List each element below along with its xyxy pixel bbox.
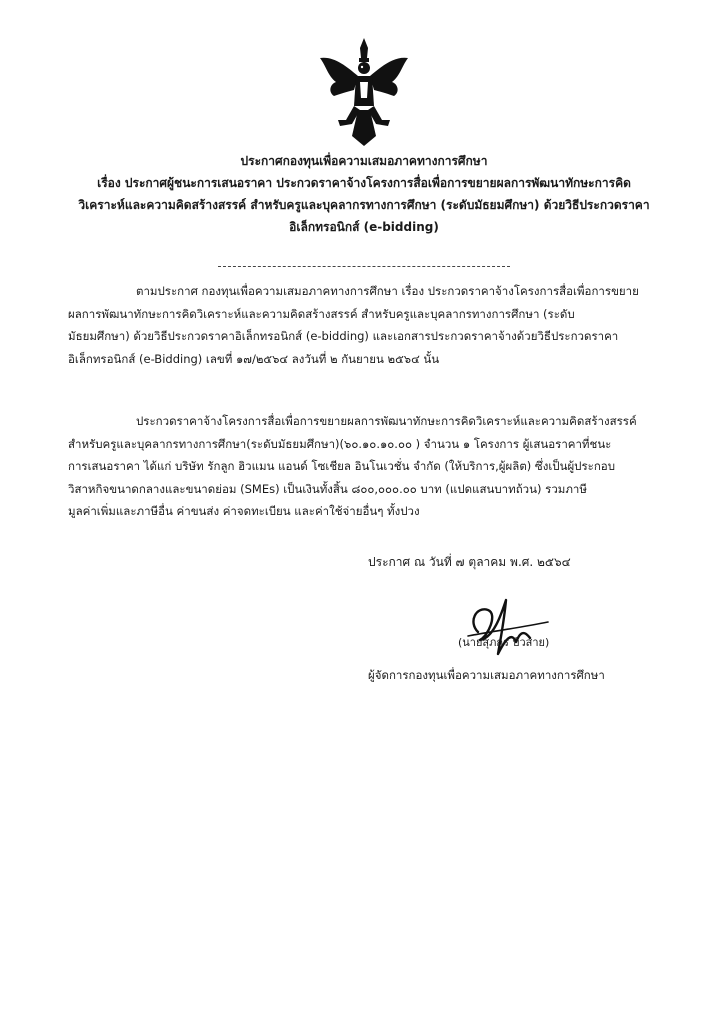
paragraph-line: สำหรับครูและบุคลากรทางการศึกษา(ระดับมัธยมศึกษา)(๖๐.๑๐.๑๐.๐๐ ) จำนวน ๑ โครงการ ผู้เสนอราคาที่ชนะ	[68, 436, 612, 451]
signer-name: (นายสุภกร บัวสาย)	[458, 636, 550, 649]
paragraph-winner	[68, 410, 668, 523]
paragraph-line: ตามประกาศ กองทุนเพื่อความเสมอภาคทางการศึกษา เรื่อง ประกวดราคาจ้างโครงการสื่อเพื่อการขยาย	[136, 284, 639, 298]
heading-subject-line-1: เรื่อง ประกาศผู้ชนะการเสนอราคา ประกวดราคาจ้างโครงการสื่อเพื่อการขยายผลการพัฒนาทักษะการคิด	[97, 176, 631, 190]
paragraph-line: การเสนอราคา ได้แก่ บริษัท รักลูก ฮิวแมน แอนด์ โซเชียล อินโนเวชั่น จำกัด (ให้บริการ,ผู้ผลิต) ซึ่งเป็นผู้ประกอบ	[68, 459, 616, 473]
garuda-emblem-icon	[316, 36, 412, 148]
announcement-heading	[60, 150, 668, 238]
announcement-date: ประกาศ ณ วันที่ ๗ ตุลาคม พ.ศ. ๒๕๖๔	[368, 555, 571, 569]
heading-subject-line-3: อิเล็กทรอนิกส์ (e-bidding)	[289, 220, 439, 234]
paragraph-line: อิเล็กทรอนิกส์ (e-Bidding) เลขที่ ๑๗/๒๕๖๔ ลงวันที่ ๒ กันยายน ๒๕๖๔ นั้น	[68, 351, 440, 366]
handwritten-signature	[458, 592, 558, 662]
paragraph-line: มูลค่าเพิ่มและภาษีอื่น ค่าขนส่ง ค่าจดทะเบียน และค่าใช้จ่ายอื่นๆ ทั้งปวง	[68, 504, 420, 518]
paragraph-line: ประกวดราคาจ้างโครงการสื่อเพื่อการขยายผลการพัฒนาทักษะการคิดวิเคราะห์และความคิดสร้างสรรค์	[136, 414, 637, 428]
paragraph-line: ผลการพัฒนาทักษะการคิดวิเคราะห์และความคิดสร้างสรรค์ สำหรับครูและบุคลากรทางการศึกษา (ระดับ	[68, 306, 575, 321]
paragraph-reference	[68, 280, 668, 370]
paragraph-line: มัธยมศึกษา) ด้วยวิธีประกวดราคาอิเล็กทรอนิกส์ (e-bidding) และเอกสารประกวดราคาจ้างด้วยวิธีประกวดราคา	[68, 329, 619, 343]
signer-title: ผู้จัดการกองทุนเพื่อความเสมอภาคทางการศึกษา	[368, 668, 605, 682]
paragraph-line: วิสาหกิจขนาดกลางและขนาดย่อม (SMEs) เป็นเงินทั้งสิ้น ๘๐๐,๐๐๐.๐๐ บาท (แปดแสนบาทถ้วน) รวมภาษี	[68, 481, 587, 496]
heading-title: ประกาศกองทุนเพื่อความเสมอภาคทางการศึกษา	[240, 154, 488, 168]
separator-line	[218, 266, 510, 267]
heading-subject-line-2: วิเคราะห์และความคิดสร้างสรรค์ สำหรับครูและบุคลากรทางการศึกษา (ระดับมัธยมศึกษา) ด้วยวิธีประกวดราคา	[78, 198, 650, 212]
